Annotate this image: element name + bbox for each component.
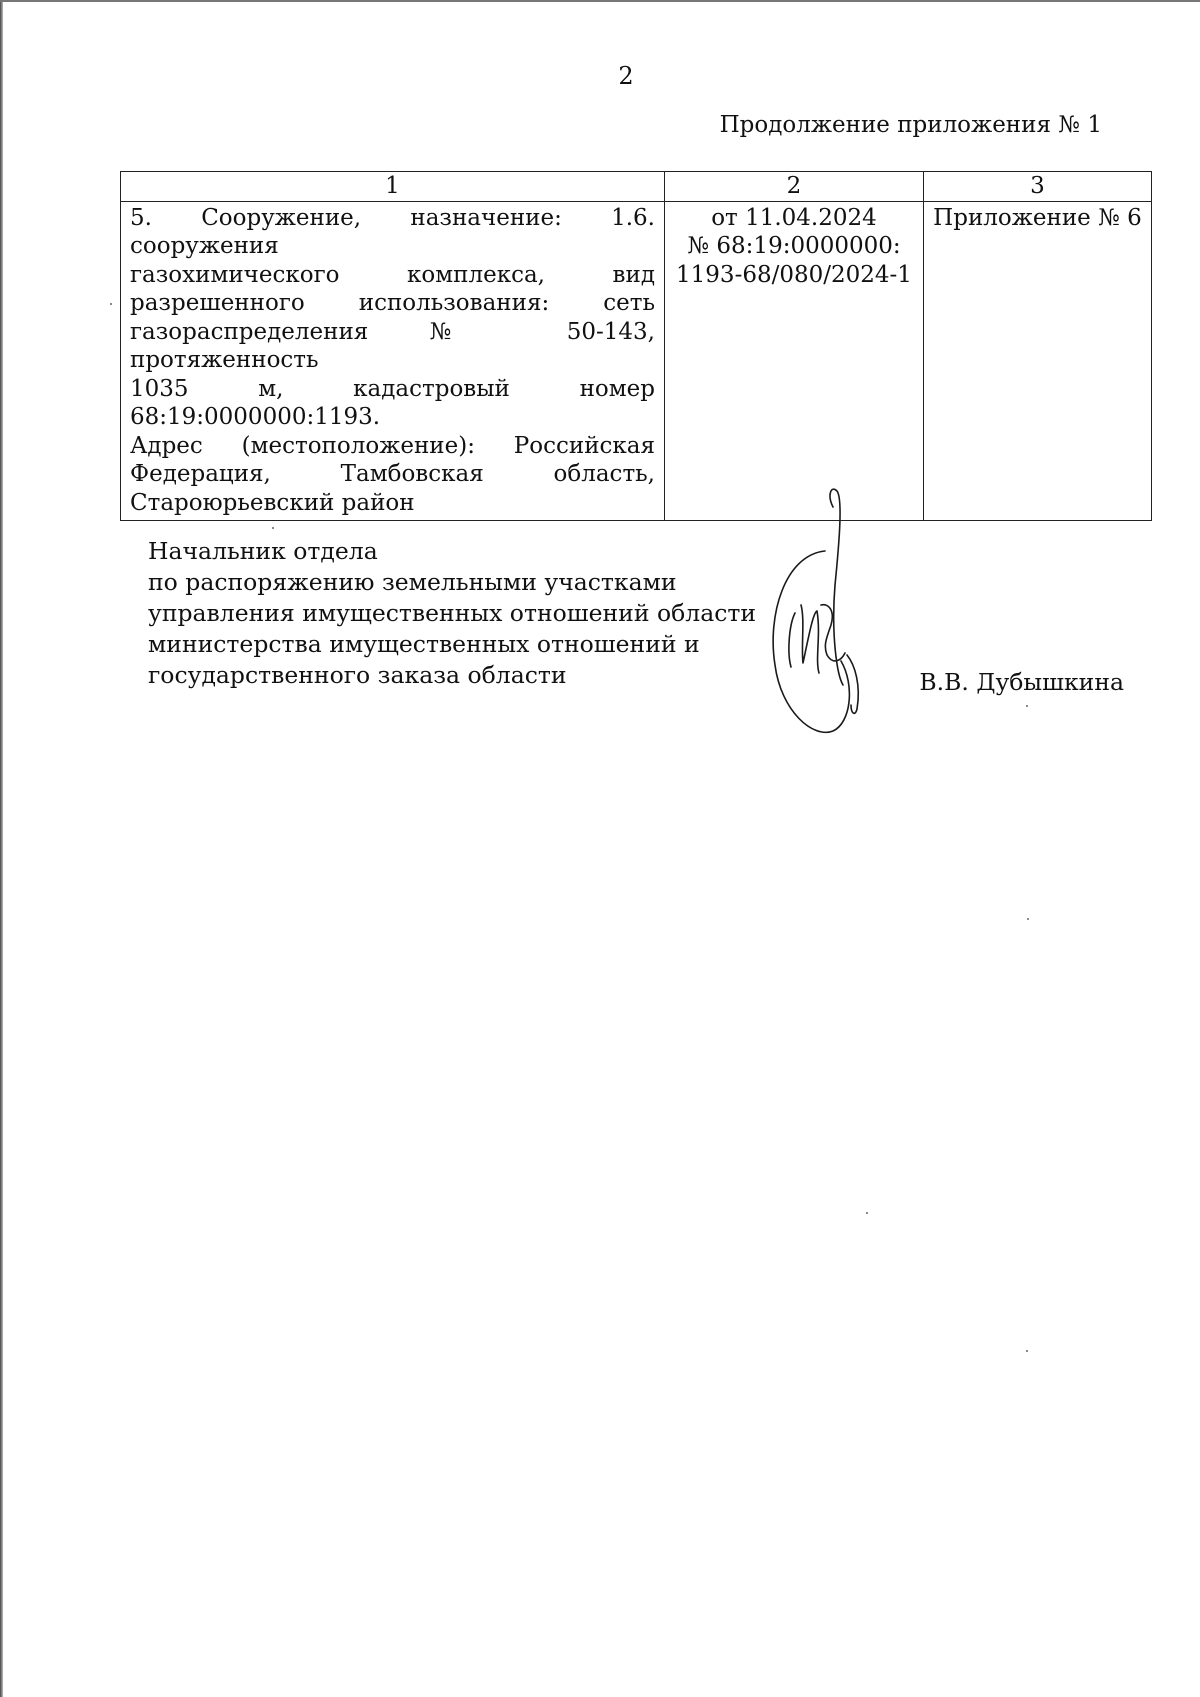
record-table: [120, 171, 1152, 521]
page-number: 2: [618, 62, 634, 90]
description-line: Федерация, Тамбовская область,: [130, 461, 655, 487]
table-header-cell-3: 3: [924, 172, 1152, 202]
scan-edge-left: [0, 0, 3, 1697]
registration-line: от 11.04.2024: [711, 204, 877, 231]
scan-speck: [1026, 1350, 1028, 1352]
position-line: по распоряжению земельными участками: [148, 568, 677, 596]
position-line: управления имущественных отношений области: [148, 599, 757, 627]
table-header-cell-2: 2: [665, 172, 924, 202]
scan-edge-top: [0, 0, 1200, 2]
description-line: разрешенного использования: сеть: [130, 290, 655, 316]
registration-cell: [665, 201, 924, 521]
position-line: государственного заказа области: [148, 661, 567, 689]
registration-line: № 68:19:0000000:: [687, 233, 901, 259]
description-line: Адрес (местоположение): Российская: [130, 432, 655, 459]
continuation-label: Продолжение приложения № 1: [719, 112, 1102, 138]
scan-speck: [110, 303, 112, 305]
description-line: 68:19:0000000:1193.: [130, 404, 381, 430]
description-line: 5. Сооружение, назначение: 1.6. сооружения: [130, 204, 655, 259]
scan-speck: [1026, 705, 1028, 707]
signatory-position: [148, 536, 756, 691]
position-line: Начальник отдела: [148, 537, 378, 565]
table-header-cell-1: 1: [121, 172, 665, 202]
scan-speck: [1027, 918, 1029, 920]
scan-speck: [272, 527, 274, 529]
description-line: газохимического комплекса, вид: [130, 261, 655, 288]
scan-speck: [866, 1212, 868, 1214]
table-header-row: [121, 172, 1152, 202]
object-description-cell: [121, 201, 665, 521]
registration-line: 1193-68/080/2024-1: [676, 261, 912, 288]
description-line: газораспределения № 50-143, протяженность: [130, 318, 655, 373]
description-line: 1035 м, кадастровый номер: [130, 375, 655, 402]
description-line: Староюрьевский район: [130, 489, 415, 516]
appendix-cell: Приложение № 6: [924, 201, 1152, 521]
handwritten-signature: [765, 485, 875, 745]
signer-name: В.В. Дубышкина: [919, 668, 1124, 696]
table-row: [121, 201, 1152, 521]
position-line: министерства имущественных отношений и: [148, 630, 700, 658]
